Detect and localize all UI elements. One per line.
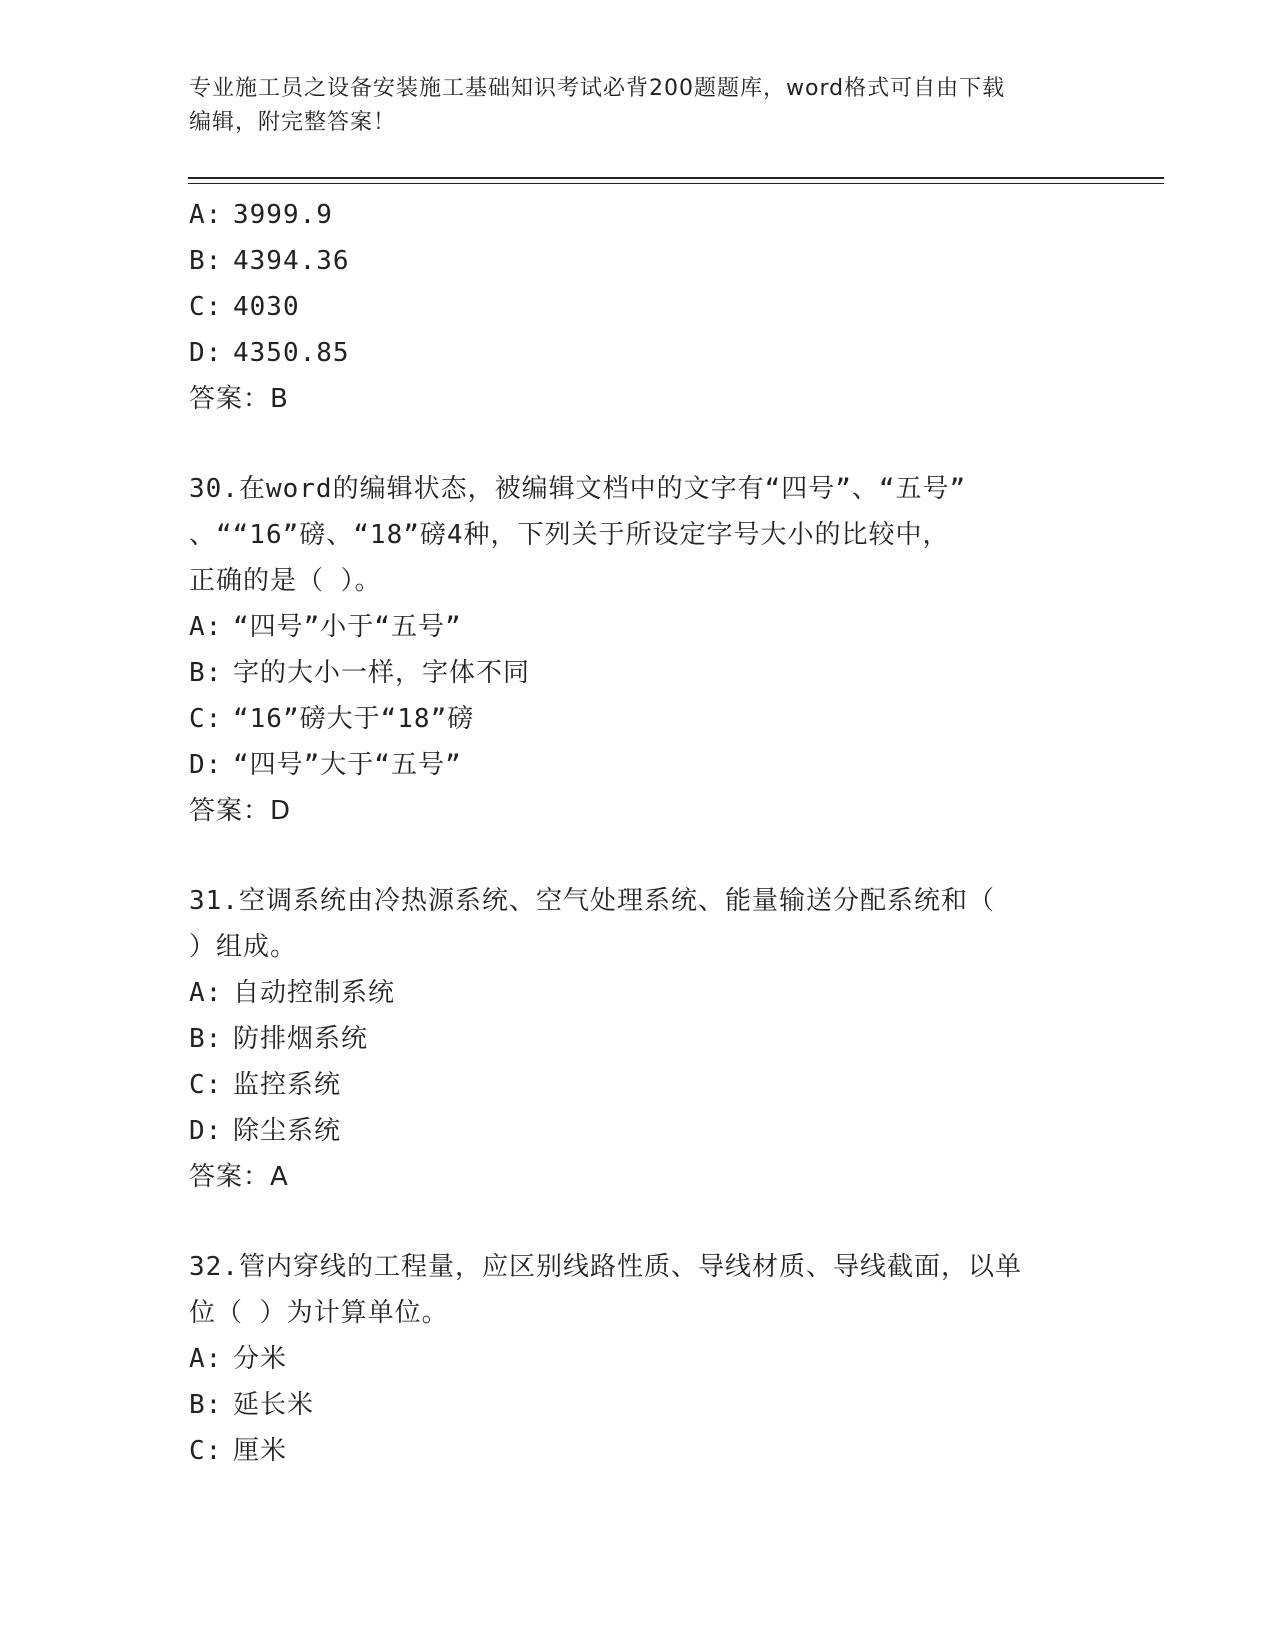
option-b: B: 防排烟系统 [189, 1024, 369, 1054]
option-a: A: 分米 [189, 1344, 288, 1374]
header-line-1: 专业施工员之设备安装施工基础知识考试必背200题题库，word格式可自由下载 [189, 76, 1006, 101]
option-a: A: 自动控制系统 [189, 978, 396, 1008]
question-text: 31.空调系统由冷热源系统、空气处理系统、能量输送分配系统和（ [189, 886, 995, 916]
header-line-2: 编辑，附完整答案！ [189, 110, 397, 135]
option-c: C: 4030 [189, 292, 300, 322]
question-text: 正确的是（ ）。 [189, 566, 382, 596]
option-c: C: 监控系统 [189, 1070, 342, 1100]
header-divider-thin [188, 183, 1164, 184]
question-text: 32.管内穿线的工程量，应区别线路性质、导线材质、导线截面，以单 [189, 1252, 1022, 1282]
question-29-block [189, 192, 1089, 422]
question-text: 30.在word的编辑状态，被编辑文档中的文字有“四号”、“五号” [189, 474, 967, 504]
option-c: C: 厘米 [189, 1436, 288, 1466]
document-header [189, 72, 1089, 140]
option-c: C: “16”磅大于“18”磅 [189, 704, 475, 734]
option-b: B: 延长米 [189, 1390, 315, 1420]
answer-line: 答案：A [189, 1162, 289, 1192]
option-d: D: “四号”大于“五号” [189, 750, 462, 780]
question-30-block [189, 466, 1089, 834]
question-text: 位（ ）为计算单位。 [189, 1298, 449, 1328]
document-body [189, 192, 1089, 1474]
question-32-block [189, 1244, 1089, 1474]
option-d: D: 除尘系统 [189, 1116, 342, 1146]
answer-line: 答案：B [189, 384, 289, 414]
option-b: B: 字的大小一样，字体不同 [189, 658, 531, 688]
question-text: 、““16”磅、“18”磅4种，下列关于所设定字号大小的比较中， [189, 520, 950, 550]
answer-line: 答案：D [189, 796, 292, 826]
option-d: D: 4350.85 [189, 338, 350, 368]
header-divider-thick [188, 177, 1164, 179]
option-a: A: 3999.9 [189, 200, 333, 230]
question-text: ）组成。 [189, 932, 298, 962]
option-b: B: 4394.36 [189, 246, 350, 276]
question-31-block [189, 878, 1089, 1200]
option-a: A: “四号”小于“五号” [189, 612, 462, 642]
